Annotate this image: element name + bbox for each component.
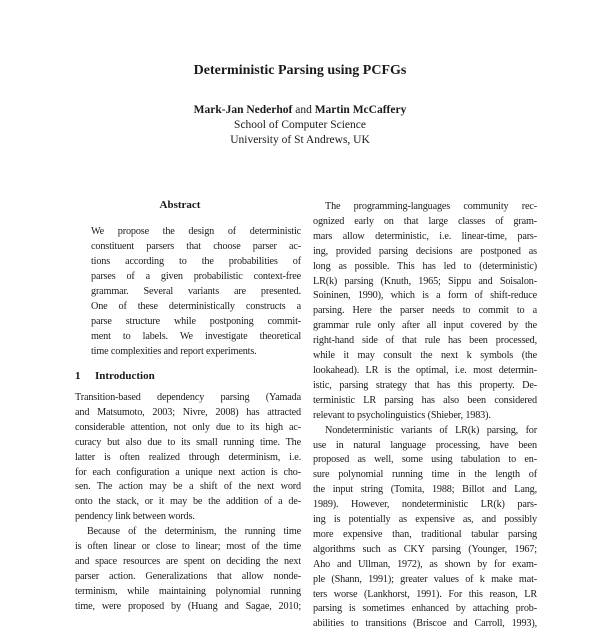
- body-line: grammar rule only after all input covered by the: [313, 320, 537, 332]
- affiliation-line-1: School of Computer Science: [234, 119, 366, 131]
- section-title: Introduction: [95, 370, 155, 382]
- body-line: pendency link between words.: [75, 511, 195, 523]
- body-line: ognized early on that large classes of gram-: [313, 215, 537, 227]
- abstract-line: parse structure while postponing commit-: [91, 316, 301, 327]
- abstract-body: [91, 224, 301, 359]
- body-line: ing, provided parsing decisions are postponed as: [313, 245, 537, 257]
- body-line: and space resources are spent on deciding the next: [75, 555, 301, 567]
- body-line: istic, parsing strategy that has this property. De-: [313, 379, 537, 391]
- affiliation-line-2: University of St Andrews, UK: [230, 134, 370, 146]
- body-line: LR(k) parsing (Knuth, 1965; Sippu and Soisalon-: [313, 275, 537, 287]
- body-line: use in natural language processing, have been: [313, 439, 537, 451]
- body-line: parsing is sometimes enhanced by attaching prob-: [313, 603, 537, 615]
- body-line: sure polynomial running time in the length of: [313, 469, 537, 481]
- body-line: Nondeterministic variants of LR(k) parsing, for: [325, 424, 537, 436]
- body-line: Transition-based dependency parsing (Yamada: [75, 392, 301, 403]
- body-line: and Matsumoto, 2003; Nivre, 2008) has attracted: [75, 406, 301, 418]
- right-column-text: [313, 200, 537, 632]
- author-first: Mark-Jan Nederhof: [193, 104, 293, 116]
- body-line: The programming-languages community rec-: [325, 201, 537, 212]
- left-column-text: [75, 391, 301, 615]
- body-line: for each configuration a unique next action is cho-: [75, 466, 301, 478]
- body-line: ing is potentially as expensive as, and possibly: [313, 514, 537, 526]
- abstract-line: constituent parsers that choose parser ac-: [91, 241, 301, 252]
- body-line: long as possible. This has led to (deterministic): [313, 260, 537, 272]
- body-line: right-hand side of that rule has been processed,: [313, 335, 537, 347]
- abstract-line: ment to labels. We investigate theoretical: [91, 331, 301, 342]
- body-line: abilities to transitions (Briscoe and Carroll, 1993),: [313, 618, 537, 630]
- abstract-line: time complexities and report experiments.: [91, 346, 257, 357]
- body-line: terministic LR parsing has also been considered: [313, 394, 537, 406]
- body-line: ters worse (Lankhorst, 1991). For this reason, LR: [313, 588, 537, 600]
- section-heading-introduction: [75, 369, 155, 383]
- body-line: mars allow deterministic, i.e. linear-time, pars-: [313, 230, 537, 242]
- body-line: considerable attention, not only due to its high ac-: [75, 421, 301, 433]
- body-line: sen. The action may be a shift of the next word: [75, 481, 301, 493]
- body-line: curacy but also due to its small running time. The: [75, 436, 301, 448]
- body-line: relevant to psycholinguistics (Shieber, 1983).: [313, 409, 491, 421]
- abstract-heading: Abstract: [159, 199, 201, 211]
- author-second: Martin McCaffery: [314, 104, 407, 116]
- body-line: proposed as well, some using tabulation to en-: [313, 454, 537, 466]
- abstract-line: parses of a given probabilistic context-free: [91, 271, 301, 282]
- paper-title: Deterministic Parsing using PCFGs: [193, 63, 407, 78]
- body-line: 1989). However, nondeterministic LR(k) pars-: [313, 499, 537, 511]
- author-line: [0, 103, 600, 117]
- body-line: terminism, while maintaining polynomial running: [75, 585, 301, 597]
- body-line: latter is often realized through determinism, i.e.: [75, 451, 301, 463]
- body-line: time, were proposed by (Huang and Sagae, 2010;: [75, 600, 301, 612]
- body-line: Soininen, 1990), which is a form of shift-reduce: [313, 290, 537, 302]
- body-line: the input string (Tomita, 1988; Billot and Lang,: [313, 484, 537, 496]
- body-line: more expensive than, traditional tabular parsing: [313, 528, 537, 540]
- abstract-line: grammar. Several variants are presented.: [91, 286, 301, 297]
- abstract-line: tions according to the probabilities of: [91, 256, 301, 267]
- body-line: parser action. Generalizations that allow nonde-: [75, 570, 301, 582]
- body-line: algorithms such as CKY parsing (Younger, 1967;: [313, 543, 537, 555]
- body-line: lookahead). LR is the optimal, i.e. most determin-: [313, 364, 537, 376]
- body-line: parsing. Here the parser needs to commit to a: [313, 305, 537, 317]
- abstract-line: We propose the design of deterministic: [91, 226, 301, 237]
- body-line: is often linear or close to linear; most of the time: [75, 541, 301, 553]
- body-line: onto the stack, or it may be the addition of a de-: [75, 496, 301, 508]
- body-line: ple (Shann, 1991); greater values of k make mat-: [313, 573, 537, 585]
- body-line: Because of the determinism, the running time: [87, 526, 301, 538]
- section-number: 1: [75, 370, 81, 382]
- author-connector: and: [295, 104, 312, 116]
- body-line: while it may consult the next k symbols (the: [313, 350, 537, 362]
- abstract-line: One of these deterministically constructs a: [91, 301, 301, 312]
- body-line: Aho and Ullman, 1972), as shown by for exam-: [313, 558, 537, 570]
